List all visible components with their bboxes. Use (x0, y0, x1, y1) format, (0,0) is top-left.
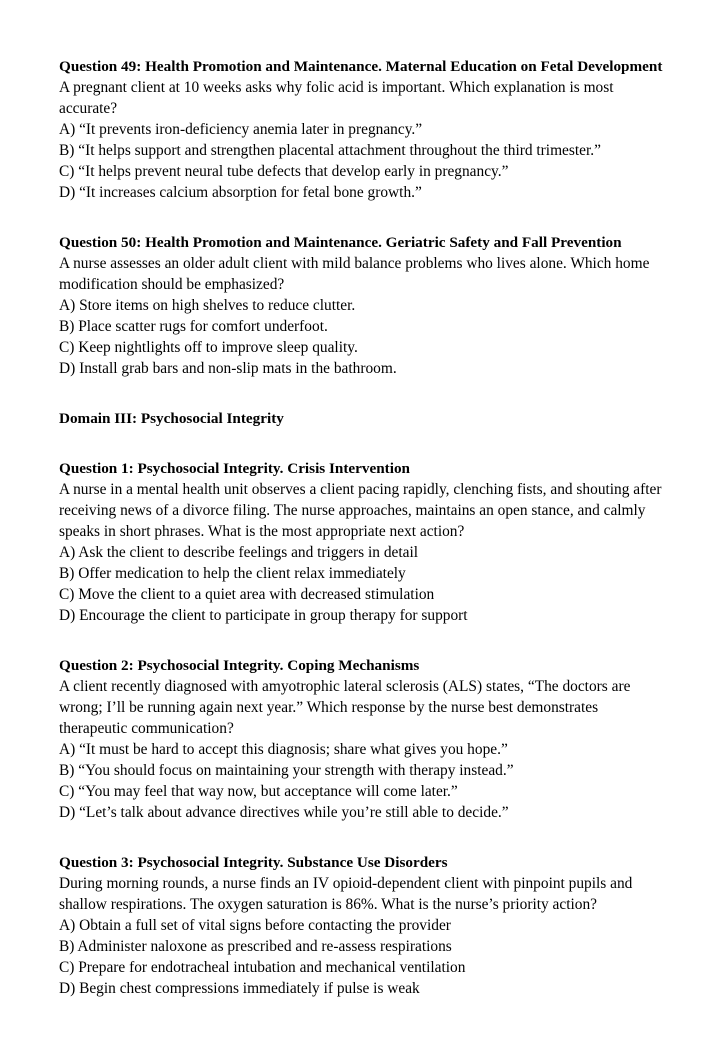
answer-option[interactable]: A) “It prevents iron-deficiency anemia later in pregnancy.” (59, 121, 423, 138)
answer-option[interactable]: C) “It helps prevent neural tube defects that develop early in pregnancy.” (59, 163, 509, 180)
domain-section (59, 408, 669, 429)
answer-option[interactable]: B) Offer medication to help the client relax immediately (59, 565, 406, 582)
answer-option[interactable]: D) “It increases calcium absorption for fetal bone growth.” (59, 184, 422, 201)
question-block (59, 852, 669, 999)
question-block (59, 655, 669, 823)
answer-option[interactable]: C) Move the client to a quiet area with decreased stimulation (59, 586, 435, 603)
question-heading: Question 49: Health Promotion and Maintenance. Maternal Education on Fetal Development (59, 58, 663, 75)
answer-option-list (59, 739, 669, 823)
answer-option[interactable]: A) Ask the client to describe feelings and triggers in detail (59, 544, 419, 561)
answer-option-list (59, 295, 669, 379)
question-stem: A client recently diagnosed with amyotrophic lateral sclerosis (ALS) states, “The doctors are wrong; I’ll be running again next year.” Which response by the nurse best demonstrates therapeutic communication? (59, 678, 631, 737)
question-list (59, 56, 669, 999)
answer-option[interactable]: B) “It helps support and strengthen placental attachment throughout the third trimester.” (59, 142, 601, 159)
question-stem: A nurse assesses an older adult client with mild balance problems who lives alone. Which home modification should be emphasized? (59, 255, 650, 293)
answer-option[interactable]: B) Administer naloxone as prescribed and re-assess respirations (59, 938, 452, 955)
answer-option-list (59, 119, 669, 203)
answer-option[interactable]: D) Install grab bars and non-slip mats in the bathroom. (59, 360, 397, 377)
answer-option-list (59, 542, 669, 626)
answer-option[interactable]: D) Encourage the client to participate in group therapy for support (59, 607, 468, 624)
question-heading: Question 50: Health Promotion and Maintenance. Geriatric Safety and Fall Prevention (59, 234, 622, 251)
domain-heading: Domain III: Psychosocial Integrity (59, 410, 284, 427)
question-heading: Question 1: Psychosocial Integrity. Crisis Intervention (59, 460, 410, 477)
answer-option[interactable]: D) “Let’s talk about advance directives while you’re still able to decide.” (59, 804, 509, 821)
answer-option[interactable]: B) Place scatter rugs for comfort underfoot. (59, 318, 328, 335)
question-heading: Question 2: Psychosocial Integrity. Coping Mechanisms (59, 657, 420, 674)
question-block (59, 56, 669, 203)
answer-option[interactable]: B) “You should focus on maintaining your strength with therapy instead.” (59, 762, 514, 779)
answer-option[interactable]: C) Prepare for endotracheal intubation and mechanical ventilation (59, 959, 466, 976)
question-stem: A pregnant client at 10 weeks asks why folic acid is important. Which explanation is most accurate? (59, 79, 614, 117)
answer-option[interactable]: D) Begin chest compressions immediately if pulse is weak (59, 980, 420, 997)
question-block (59, 232, 669, 379)
answer-option[interactable]: A) Store items on high shelves to reduce clutter. (59, 297, 356, 314)
question-heading: Question 3: Psychosocial Integrity. Substance Use Disorders (59, 854, 448, 871)
answer-option[interactable]: A) Obtain a full set of vital signs before contacting the provider (59, 917, 451, 934)
question-stem: A nurse in a mental health unit observes a client pacing rapidly, clenching fists, and shouting after receiving news of a divorce filing. The nurse approaches, maintains an open stance, and calmly speaks in short phrases. What is the most appropriate next action? (59, 481, 662, 540)
answer-option[interactable]: A) “It must be hard to accept this diagnosis; share what gives you hope.” (59, 741, 508, 758)
answer-option[interactable]: C) Keep nightlights off to improve sleep quality. (59, 339, 358, 356)
answer-option[interactable]: C) “You may feel that way now, but acceptance will come later.” (59, 783, 458, 800)
answer-option-list (59, 915, 669, 999)
question-stem: During morning rounds, a nurse finds an IV opioid-dependent client with pinpoint pupils and shallow respirations. The oxygen saturation is 86%. What is the nurse’s priority action? (59, 875, 633, 913)
question-block (59, 458, 669, 626)
